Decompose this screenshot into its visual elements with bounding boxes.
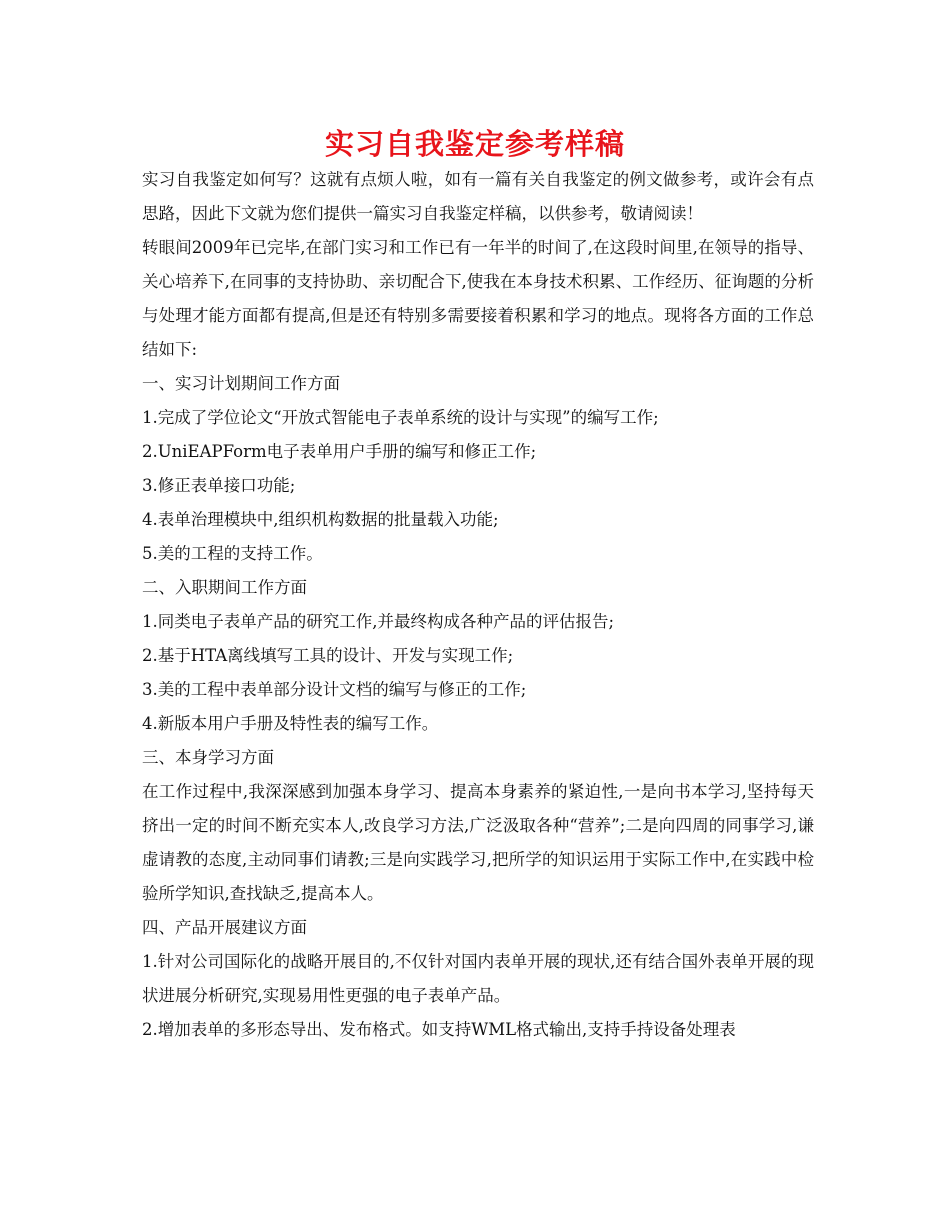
list-item: 4.新版本用户手册及特性表的编写工作。 (142, 714, 439, 733)
list-item: 3.修正表单接口功能; (142, 476, 296, 495)
list-item: 5.美的工程的支持工作。 (142, 544, 323, 563)
paragraph-summary: 转眼间2009年已完毕,在部门实习和工作已有一年半的时间了,在这段时间里,在领导的指导、关心培养下,在同事的支持协助、亲切配合下,使我在本身技术积累、工作经历、征询题的分析与处理才能方面都有提高,但是还有特别多需要接着积累和学习的地点。现将各方面的工作总结如下: (142, 238, 814, 359)
list-item: 1.完成了学位论文“开放式智能电子表单系统的设计与实现”的编写工作; (142, 408, 659, 427)
list-item: 1.针对公司国际化的战略开展目的,不仅针对国内表单开展的现状,还有结合国外表单开展的现状进展分析研究,实现易用性更强的电子表单产品。 (142, 952, 814, 1005)
section-heading: 四、产品开展建议方面 (142, 918, 307, 937)
document-body (142, 163, 814, 1047)
list-item: 1.同类电子表单产品的研究工作,并最终构成各种产品的评估报告; (142, 612, 615, 631)
section-heading: 二、入职期间工作方面 (142, 578, 307, 597)
paragraph-intro: 实习自我鉴定如何写？这就有点烦人啦，如有一篇有关自我鉴定的例文做参考，或许会有点思路，因此下文就为您们提供一篇实习自我鉴定样稿，以供参考，敬请阅读！ (142, 170, 814, 223)
list-item: 2.基于HTA离线填写工具的设计、开发与实现工作; (142, 646, 514, 665)
list-item: 2.UniEAPForm电子表单用户手册的编写和修正工作; (142, 442, 537, 461)
section-heading: 三、本身学习方面 (142, 748, 274, 767)
list-item: 3.美的工程中表单部分设计文档的编写与修正的工作; (142, 680, 527, 699)
section-heading: 一、实习计划期间工作方面 (142, 374, 340, 393)
list-item: 4.表单治理模块中,组织机构数据的批量载入功能; (142, 510, 499, 529)
paragraph-self-study: 在工作过程中,我深深感到加强本身学习、提高本身素养的紧迫性,一是向书本学习,坚持每天挤出一定的时间不断充实本人,改良学习方法,广泛汲取各种“营养”;二是向四周的同事学习,谦虚请教的态度,主动同事们请教;三是向实践学习,把所学的知识运用于实际工作中,在实践中检验所学知识,查找缺乏,提高本人。 (142, 782, 814, 903)
document-title: 实习自我鉴定参考样稿 (324, 127, 625, 161)
list-item: 2.增加表单的多形态导出、发布格式。如支持WML格式输出,支持手持设备处理表 (142, 1020, 736, 1039)
